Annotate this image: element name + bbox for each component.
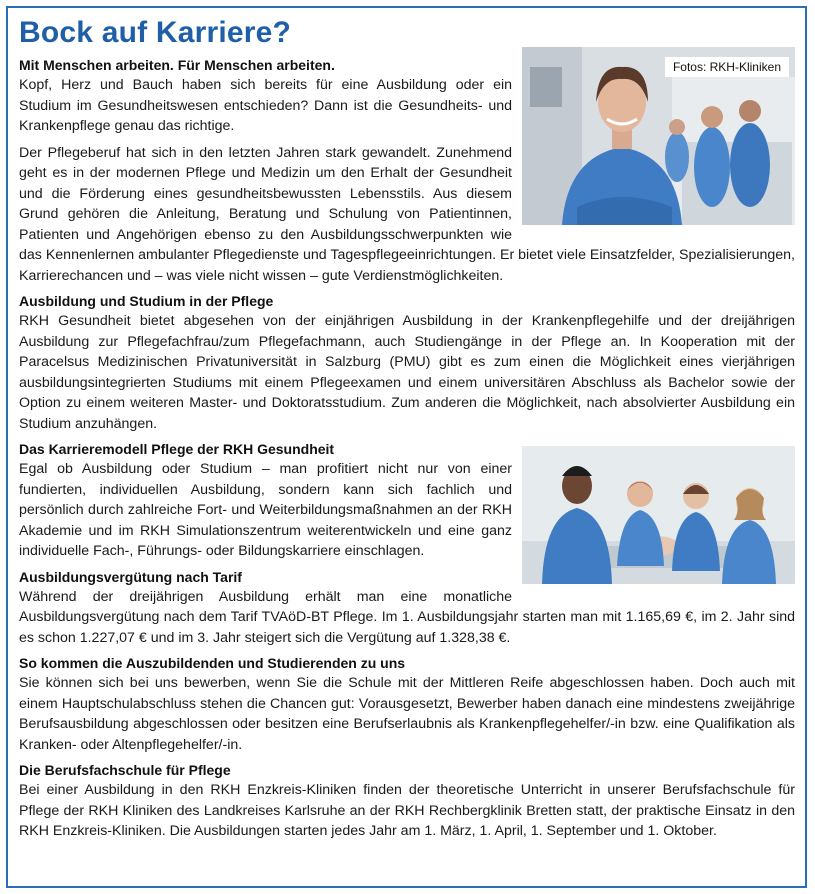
section-intro xyxy=(19,56,795,286)
section-heading: Ausbildungsvergütung nach Tarif xyxy=(19,568,242,585)
section-paragraph: Kopf, Herz und Bauch haben sich bereits für eine Ausbildung oder ein Studium im Gesundheitswesen entschieden? Dann ist die Gesundheits- und Krankenpflege genau das richtige. xyxy=(19,77,512,134)
section-paragraph: Egal ob Ausbildung oder Studium – man profitiert nicht nur von einer fundierten, individuellen Ausbildung, sondern kann sich fachlich und persönlich durch zahlreiche Fort- und Weiterbildungsmaßnahmen an der RKH Akademie und im RKH Simulationszentrum weiterentwickeln und eine ganz individuelle Fach-, Führungs- oder Bildungskarriere einschlagen. xyxy=(19,461,512,559)
article-title: Bock auf Karriere? xyxy=(19,16,292,49)
photo-credit: Fotos: RKH-Kliniken xyxy=(665,57,789,77)
section-ausbildung-studium xyxy=(19,292,795,434)
section-heading: Ausbildung und Studium in der Pflege xyxy=(19,293,274,309)
section-paragraph: Während der dreijährigen Ausbildung erhält man eine monatliche Ausbildungsvergütung nach dem Tarif TVAöD-BT Pflege. Im 1. Ausbildungsjahr starten man mit 1.165,69 €, im 2. Jahr sind es schon 1.227,07 € und im 3. Jahr steigert sich die Vergütung auf 1.328,38 €. xyxy=(19,588,795,646)
section-paragraph: Sie können sich bei uns bewerben, wenn Sie die Schule mit der Mittleren Reife abgeschlossen haben. Doch auch mit einem Hauptschulabschluss stehen die Chancen gut: Vorausgesetzt, Bewerber haben danach eine mindestens zweijährige Berufsausbildung abgeschlossen oder besitzen eine Berufserlaubnis als Krankenpflegehelfer/-in bzw. eine Qualifikation als Kranken- oder Altenpflegehelfer/-in. xyxy=(19,675,795,753)
section-heading: Die Berufsfachschule für Pflege xyxy=(19,762,231,778)
section-paragraph: RKH Gesundheit bietet abgesehen von der einjährigen Ausbildung in der Krankenpflegehilfe und der dreijährigen Ausbildung zur Pflegefachfrau/zum Pflegefachmann, auch Studiengänge in der Pflege an. In Kooperation mit der Paracelsus Medizinischen Privatuniversität in Salzburg (PMU) gibt es zum einen die Möglichkeit eines vierjährigen ausbildungsintegrierten Studiums mit einem Pflegeexamen und einem universitären Abschluss als Bachelor sowie der Option zu einem weiteren Master- und Doktoratsstudium. Zum anderen die Möglichkeit, nach absolvierter Ausbildung ein Studium anzuhängen. xyxy=(19,313,795,432)
section-heading: Das Karrieremodell Pflege der RKH Gesundheit xyxy=(19,441,335,457)
photo-nurse-portrait xyxy=(522,47,795,225)
section-berufsfachschule xyxy=(19,761,795,842)
section-paragraph: Der Pflegeberuf hat sich in den letzten Jahren stark gewandelt. Zunehmend geht es in der modernen Pflege und Medizin um den Erhalt der Gesundheit und die Förderung eines gesundheitsbewussten Lebensstils. Aus diesem Grund gehören die Anleitung, Beratung und Schulung von Patientinnen, Patienten und Angehörigen ebenso zu den Ausbildungsschwerpunkten wie das Kennenlernen ambulanter Pflegedienste und Tagespflegeeinrichtungen. Er bietet viele Einsatzfelder, Spezialisierungen, Karrierechancen und – was viele nicht wissen – gute Verdienstmöglichkeiten. xyxy=(19,144,795,284)
section-karrieremodell xyxy=(19,440,795,562)
article-content xyxy=(19,16,795,848)
article-frame xyxy=(6,6,807,888)
section-heading: So kommen die Auszubildenden und Studierenden zu uns xyxy=(19,655,406,671)
section-heading: Mit Menschen arbeiten. Für Menschen arbeiten. xyxy=(19,57,335,73)
section-paragraph: Bei einer Ausbildung in den RKH Enzkreis-Kliniken finden der theoretische Unterricht in unserer Berufsfachschule für Pflege der RKH Kliniken des Landkreises Karlsruhe an der RKH Rechbergklinik Bretten statt, der praktische Einsatz in den RKH Enzkreis-Kliniken. Die Ausbildungen starten jedes Jahr am 1. März, 1. April, 1. September und 1. Oktober. xyxy=(19,782,795,839)
section-bewerbung xyxy=(19,654,795,755)
photo-nurse-simulation xyxy=(522,446,795,584)
